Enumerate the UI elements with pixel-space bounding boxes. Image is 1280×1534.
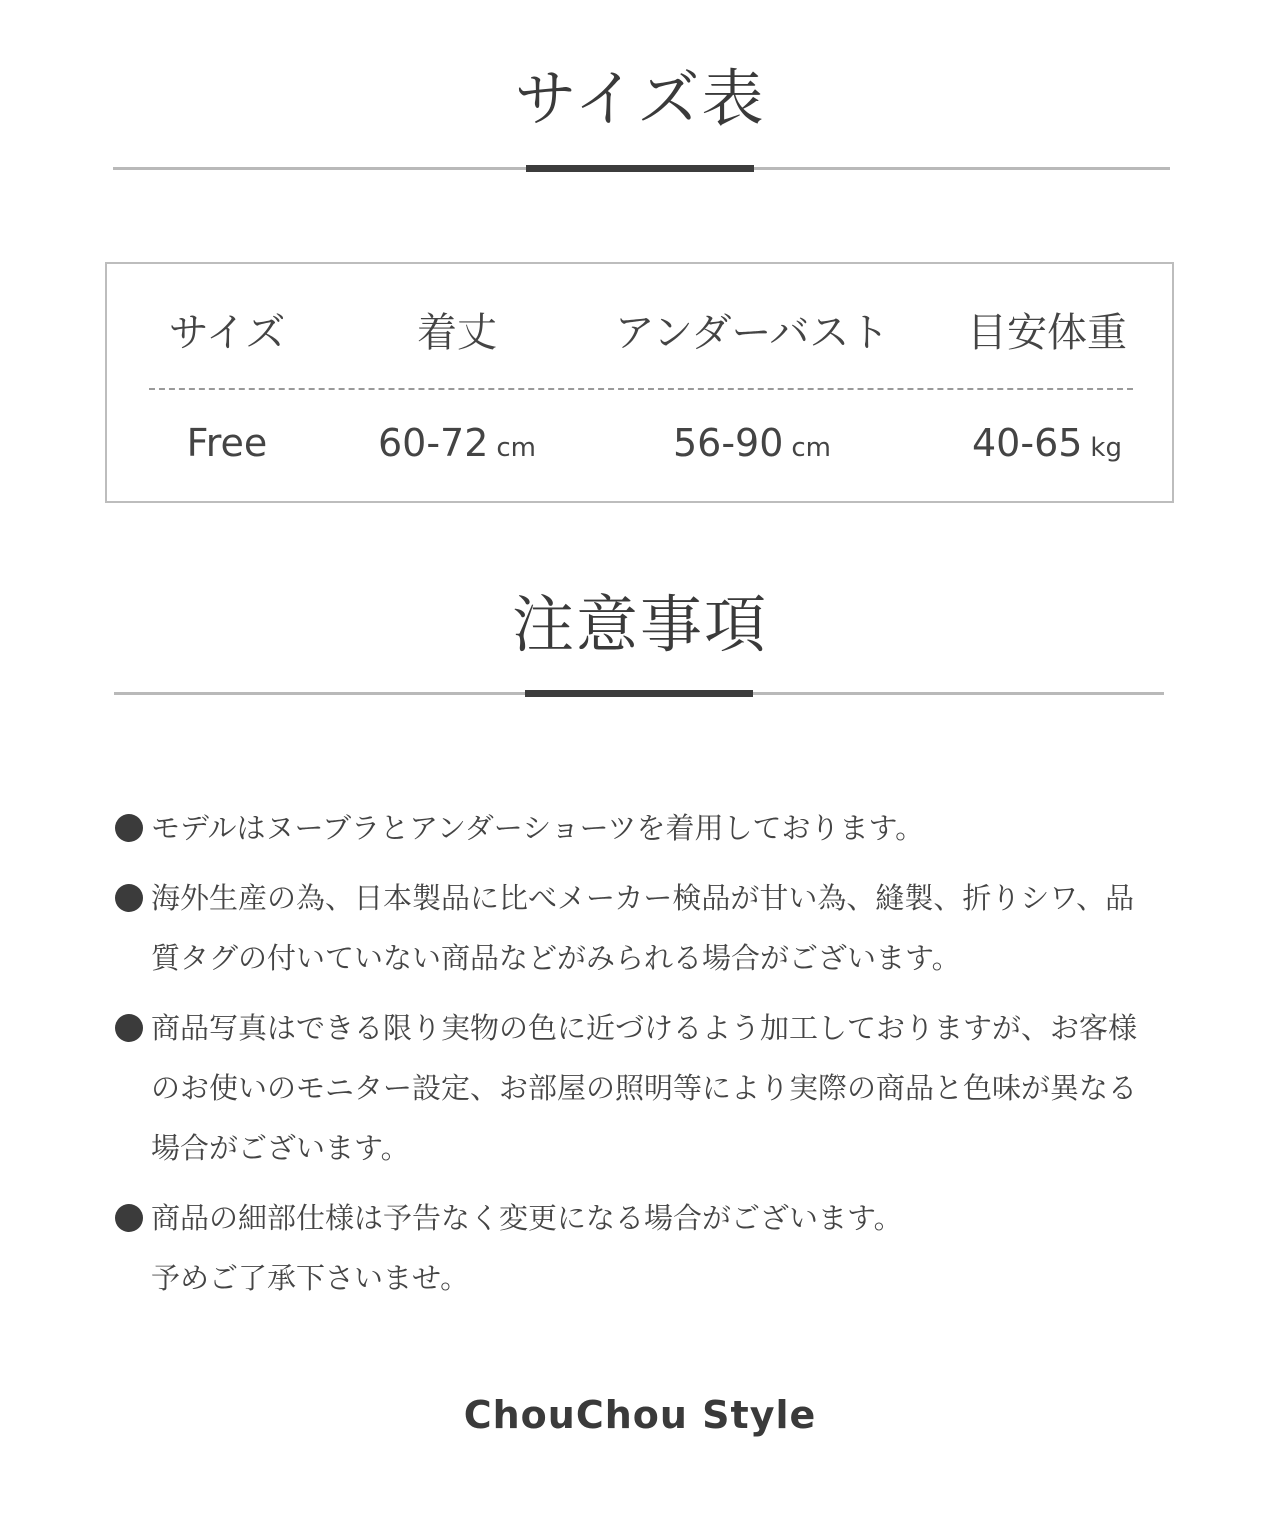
note-line: 場合がございます。 xyxy=(151,1131,410,1165)
note-line: 商品写真はできる限り実物の色に近づけるよう加工しておりますが、お客様 xyxy=(151,1011,1138,1045)
cell-weight-value: 40-65 xyxy=(972,421,1083,465)
brand-logo: ChouChou Style xyxy=(463,1393,817,1437)
cell-size: Free xyxy=(186,421,268,465)
note-line: 海外生産の為、日本製品に比べメーカー検品が甘い為、縫製、折りシワ、品 xyxy=(151,881,1135,915)
notes-title-accent xyxy=(525,690,753,697)
bullet-icon xyxy=(115,884,143,912)
cell-underbust-value: 56-90 xyxy=(672,421,784,465)
cell-underbust xyxy=(597,418,907,473)
size-title-accent xyxy=(526,165,754,172)
note-line: 予めご了承下さいませ。 xyxy=(151,1261,470,1295)
table-divider xyxy=(149,388,1133,390)
size-chart-title: サイズ表 xyxy=(514,62,766,135)
cell-weight-unit: kg xyxy=(1090,433,1122,463)
cell-length xyxy=(357,418,557,473)
bullet-icon xyxy=(115,1014,143,1042)
note-line: 質タグの付いていない商品などがみられる場合がございます。 xyxy=(151,941,961,975)
note-line: モデルはヌーブラとアンダーショーツを着用しております。 xyxy=(151,811,925,845)
header-underbust: アンダーバスト xyxy=(614,310,890,356)
cell-length-unit: cm xyxy=(496,433,537,463)
cell-underbust-unit: cm xyxy=(791,433,832,463)
bullet-icon xyxy=(115,814,143,842)
cell-weight xyxy=(947,418,1147,473)
header-weight: 目安体重 xyxy=(967,310,1127,356)
size-table xyxy=(105,262,1174,503)
bullet-icon xyxy=(115,1204,143,1232)
cell-length-value: 60-72 xyxy=(377,421,489,465)
notes-title: 注意事項 xyxy=(511,588,768,661)
note-line: のお使いのモニター設定、お部屋の照明等により実際の商品と色味が異なる xyxy=(151,1071,1138,1105)
header-size: サイズ xyxy=(168,310,286,356)
header-length: 着丈 xyxy=(417,310,497,356)
note-line: 商品の細部仕様は予告なく変更になる場合がございます。 xyxy=(151,1201,903,1235)
